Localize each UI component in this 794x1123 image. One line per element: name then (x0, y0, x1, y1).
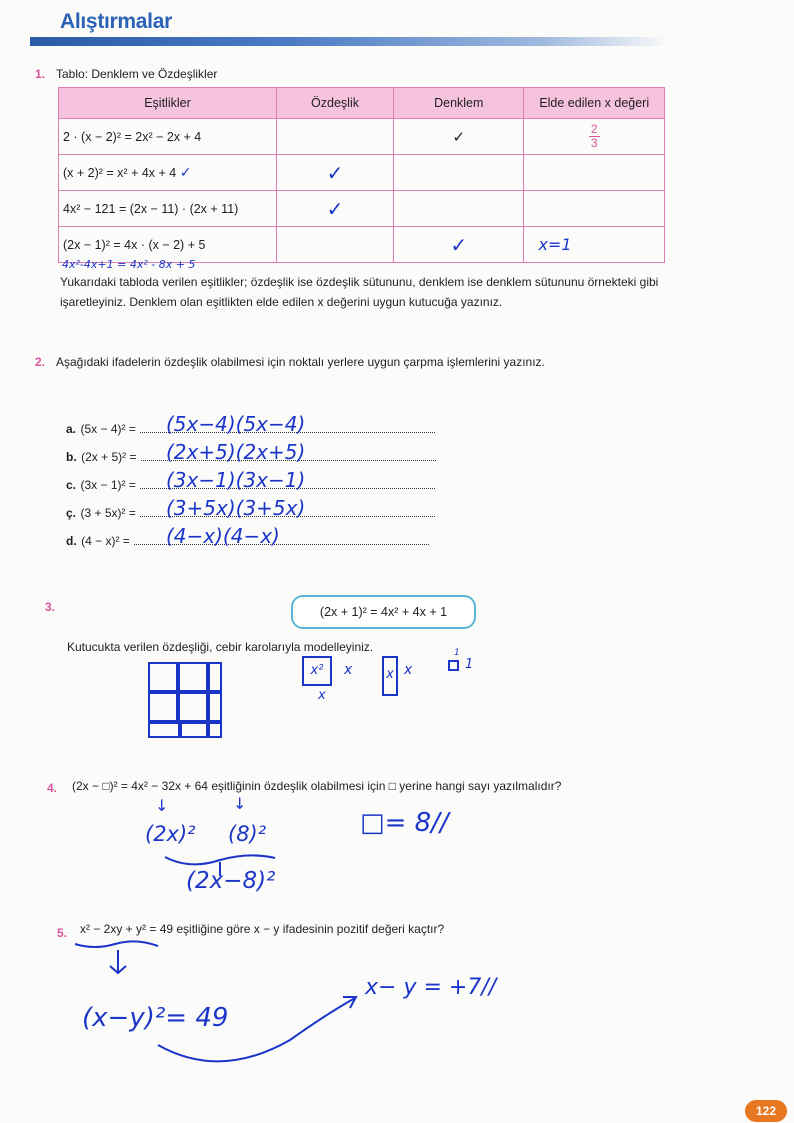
title-underline-bar (30, 37, 670, 46)
hand-term-a: (2x)² (145, 822, 196, 846)
equality-cell: (2x − 1)² = 4x · (x − 2) + 5 (59, 227, 277, 263)
table-row (59, 119, 665, 155)
equality-cell: 4x² − 121 = (2x − 11) · (2x + 11) (59, 191, 277, 227)
item-label: ç. (66, 506, 77, 520)
x-value-cell[interactable]: x=1 (524, 227, 665, 263)
tile (178, 662, 208, 692)
unit-tile (448, 660, 459, 671)
handwritten-answer: (5x−4)(5x−4) (166, 412, 306, 436)
handwritten-answer: (3x−1)(3x−1) (166, 468, 306, 492)
list-item (66, 524, 486, 560)
denklem-cell[interactable]: ✓ (394, 119, 524, 155)
one-label-top: 1 (454, 648, 460, 658)
tile (148, 722, 180, 738)
ozdeslik-cell[interactable] (276, 119, 393, 155)
denklem-cell[interactable] (394, 191, 524, 227)
hand-result: □= 8// (360, 808, 449, 838)
equality-text: (x + 2)² = x² + 4x + 4 (63, 165, 177, 180)
tile (180, 722, 208, 738)
q1-title: Tablo: Denklem ve Özdeşlikler (56, 67, 218, 81)
q5-number: 5. (57, 926, 68, 940)
tile (208, 722, 222, 738)
denklem-cell[interactable] (394, 155, 524, 191)
x-label-bottom: x (318, 688, 326, 703)
table-header-row (59, 88, 665, 119)
hand-combined: (2x−8)² (186, 868, 276, 894)
q2-list (66, 412, 486, 560)
page-number-badge: 122 (745, 1100, 787, 1122)
x-label: x (344, 662, 353, 678)
identity-box: (2x + 1)² = 4x² + 4x + 1 (291, 595, 476, 629)
item-label: a. (66, 422, 77, 436)
fraction-denominator: 3 (590, 136, 598, 150)
tile (208, 692, 222, 722)
tile (178, 692, 208, 722)
x-squared-tile: x² (302, 656, 332, 686)
ozdeslik-cell[interactable] (276, 227, 393, 263)
table-row (59, 155, 665, 191)
q1-hand-note: 4x²-4x+1 = 4x² - 8x + 5 (62, 258, 196, 271)
tile (148, 662, 178, 692)
header-esitlikler: Eşitlikler (59, 88, 277, 119)
ozdeslik-cell[interactable]: ✓ (276, 191, 393, 227)
x-tile: x (382, 656, 398, 696)
tile (208, 662, 222, 692)
item-expr: (2x + 5)² = (81, 450, 137, 464)
item-expr: (3 + 5x)² = (80, 506, 136, 520)
ozdeslik-cell[interactable]: ✓ (276, 155, 393, 191)
hand-term-b: (8)² (228, 822, 267, 846)
hand-underline-arrow (70, 938, 170, 978)
q5-text: x² − 2xy + y² = 49 eşitliğine göre x − y ifadesinin pozitif değeri kaçtır? (80, 922, 445, 936)
q4-number: 4. (47, 781, 58, 795)
x-value-cell[interactable] (524, 119, 665, 155)
hand-arrow-a: ↓ (155, 796, 169, 815)
q2-number: 2. (35, 355, 46, 369)
fraction-numerator: 2 (590, 122, 598, 136)
handwritten-answer: (3+5x)(3+5x) (166, 496, 306, 520)
x-value-cell[interactable] (524, 155, 665, 191)
item-expr: (5x − 4)² = (80, 422, 136, 436)
hand-tile-legend (300, 648, 490, 706)
one-label-side: 1 (465, 657, 474, 672)
equality-cell: 2 · (x − 2)² = 2x² − 2x + 4 (59, 119, 277, 155)
q1-instruction: Yukarıdaki tabloda verilen eşitlikler; özdeşlik ise özdeşlik sütununu, denklem ise denklem sütununu örnekteki gibi işaretleyiniz. Denklem olan eşitlikten elde edilen x değerini uygun kutucuğa yazınız. (60, 275, 659, 309)
item-label: b. (66, 450, 77, 464)
equation-table (58, 87, 665, 263)
hand-check-small: ✓ (179, 164, 192, 181)
q3-number: 3. (45, 600, 56, 614)
hand-left-expr: (x−y)²= 49 (82, 1003, 229, 1033)
x-label: x (404, 662, 413, 678)
q1-number: 1. (35, 67, 46, 81)
x-value-cell[interactable] (524, 191, 665, 227)
header-ozdeslik: Özdeşlik (276, 88, 393, 119)
header-x-degeri: Elde edilen x değeri (524, 88, 665, 119)
item-expr: (3x − 1)² = (80, 478, 136, 492)
hand-arrow-b: ↓ (233, 794, 247, 813)
tile (148, 692, 178, 722)
item-label: c. (66, 478, 77, 492)
item-label: d. (66, 534, 77, 548)
algebra-tiles-drawing (148, 662, 228, 742)
fraction (589, 123, 600, 150)
handwritten-answer: (2x+5)(2x+5) (166, 440, 306, 464)
section-title: Alıştırmalar (60, 10, 172, 33)
denklem-cell[interactable]: ✓ (394, 227, 524, 263)
handwritten-answer: (4−x)(4−x) (166, 524, 280, 548)
equality-cell (59, 155, 277, 191)
q4-text: (2x − □)² = 4x² − 32x + 64 eşitliğinin özdeşlik olabilmesi için □ yerine hangi sayı yazılmalıdır? (72, 779, 562, 793)
item-expr: (4 − x)² = (81, 534, 130, 548)
header-denklem: Denklem (394, 88, 524, 119)
q2-text: Aşağıdaki ifadelerin özdeşlik olabilmesi için noktalı yerlere uygun çarpma işlemlerini yazınız. (56, 355, 545, 369)
hand-right-expr: x− y = +7// (365, 975, 497, 1000)
q3-text: Kutucukta verilen özdeşliği, cebir karolarıyla modelleyiniz. (67, 640, 374, 654)
table-row (59, 191, 665, 227)
hand-curve-arrow (150, 990, 370, 1070)
